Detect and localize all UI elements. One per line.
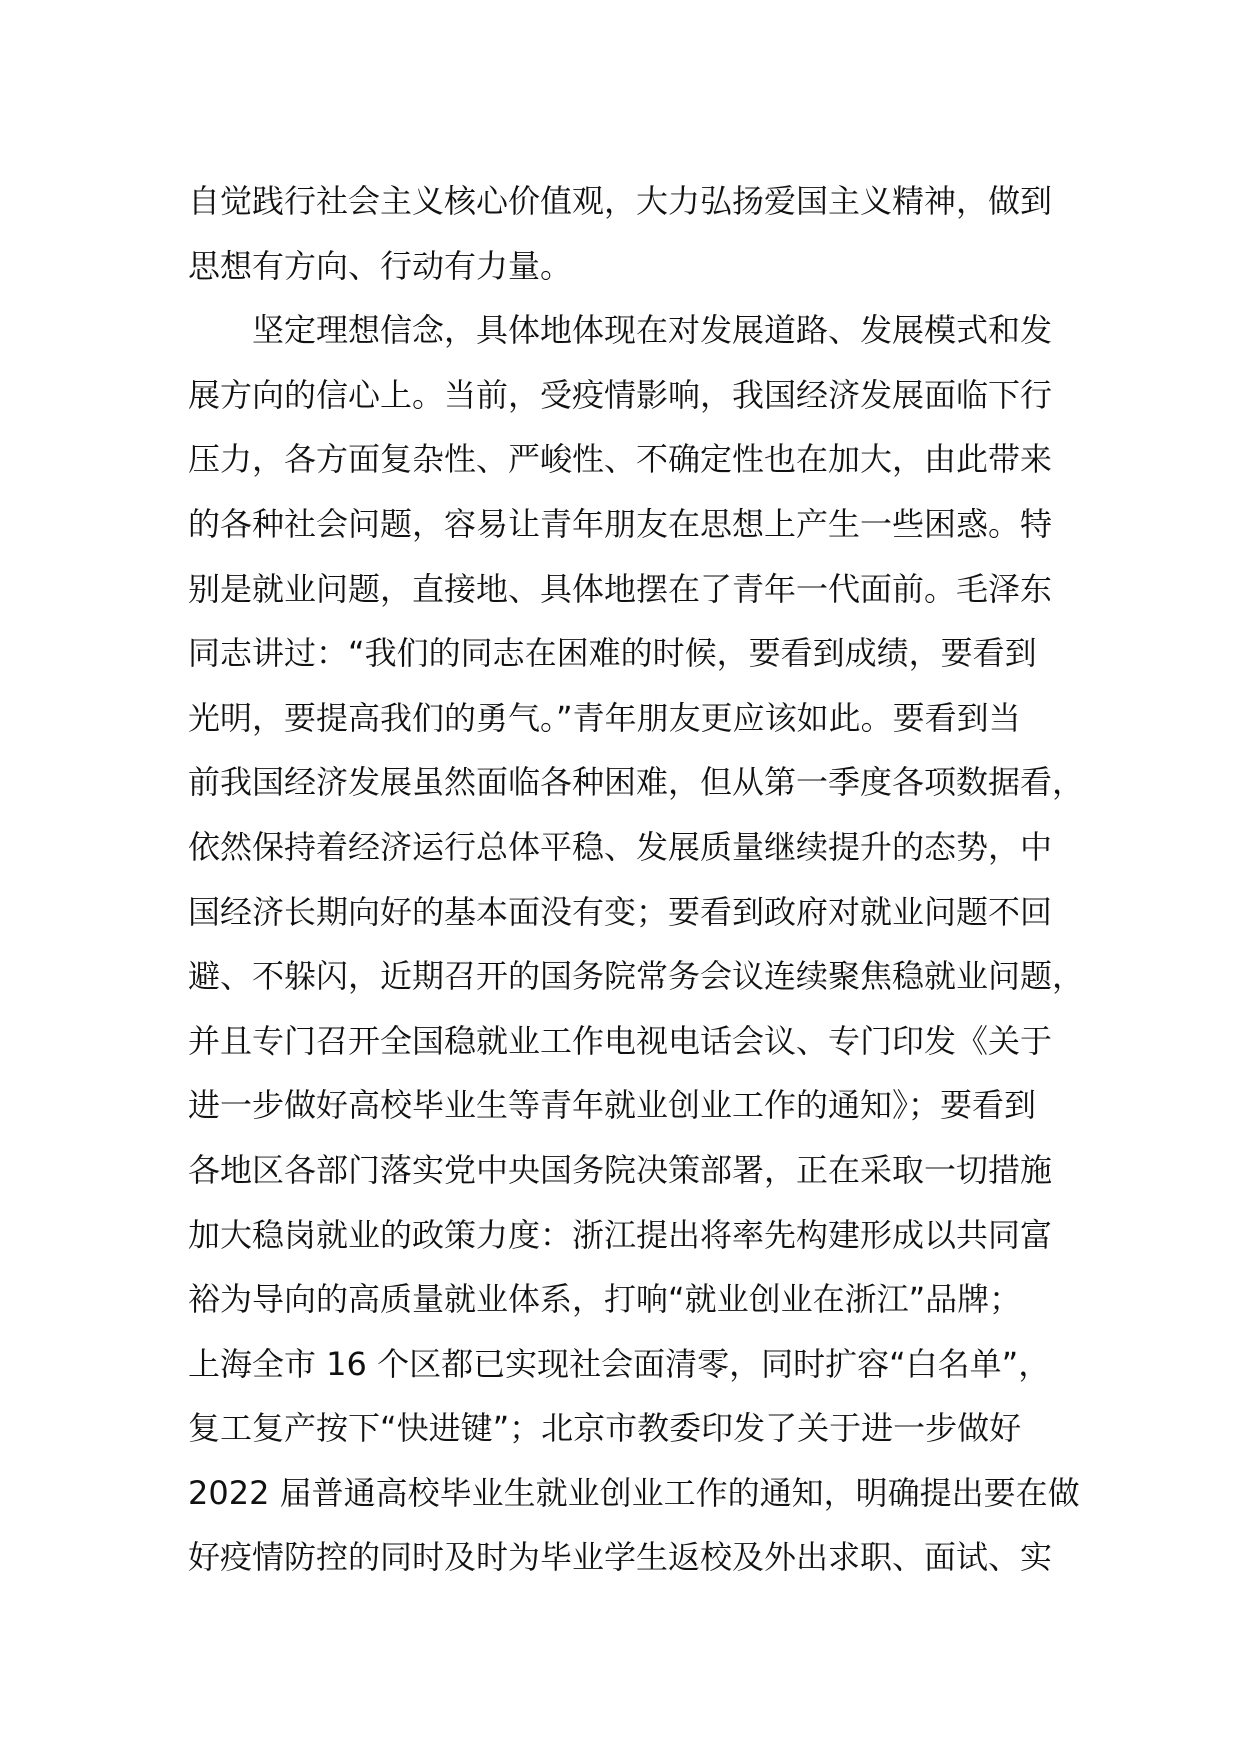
- text-line: 自觉践行社会主义核心价值观，大力弘扬爱国主义精神，做到: [188, 182, 1053, 220]
- text-line: 裕为导向的高质量就业体系，打响“就业创业在浙江”品牌；: [188, 1280, 1022, 1319]
- text-line: 复工复产按下“快进键”；北京市教委印发了关于进一步做好: [188, 1409, 1022, 1448]
- text-line: 依然保持着经济运行总体平稳、发展质量继续提升的态势，中: [188, 827, 1053, 866]
- text-line: 别是就业问题，直接地、具体地摆在了青年一代面前。毛泽东: [188, 569, 1053, 608]
- paragraph-start-line: 坚定理想信念，具体地体现在对发展道路、发展模式和发: [188, 311, 1053, 350]
- text-line: 展方向的信心上。当前，受疫情影响，我国经济发展面临下行: [188, 375, 1053, 414]
- text-line: 同志讲过：“我们的同志在困难的时候，要看到成绩，要看到: [188, 634, 1037, 673]
- text-line: 思想有方向、行动有力量。: [188, 246, 573, 285]
- text-line: 国经济长期向好的基本面没有变；要看到政府对就业问题不回: [188, 892, 1053, 931]
- text-line: 进一步做好高校毕业生等青年就业创业工作的通知》；要看到: [188, 1086, 1037, 1125]
- text-line: 2022 届普通高校毕业生就业创业工作的通知，明确提出要在做: [188, 1473, 1080, 1512]
- text-line: 光明，要提高我们的勇气。”青年朋友更应该如此。要看到当: [188, 698, 1021, 737]
- text-line: 前我国经济发展虽然面临各种困难，但从第一季度各项数据看，: [188, 763, 1085, 802]
- text-line: 的各种社会问题，容易让青年朋友在思想上产生一些困惑。特: [188, 504, 1053, 543]
- text-line: 压力，各方面复杂性、严峻性、不确定性也在加大，由此带来: [188, 440, 1053, 479]
- text-line: 并且专门召开全国稳就业工作电视电话会议、专门印发《关于: [188, 1021, 1053, 1060]
- text-line: 避、不躲闪，近期召开的国务院常务会议连续聚焦稳就业问题，: [188, 957, 1085, 996]
- text-line: 上海全市 16 个区都已实现社会面清零，同时扩容“白名单”，: [188, 1344, 1051, 1383]
- body-text: [188, 169, 1088, 1590]
- text-line: 各地区各部门落实党中央国务院决策部署，正在采取一切措施: [188, 1150, 1053, 1189]
- text-line: 加大稳岗就业的政策力度：浙江提出将率先构建形成以共同富: [188, 1215, 1053, 1254]
- text-line: 好疫情防控的同时及时为毕业学生返校及外出求职、面试、实: [188, 1538, 1053, 1577]
